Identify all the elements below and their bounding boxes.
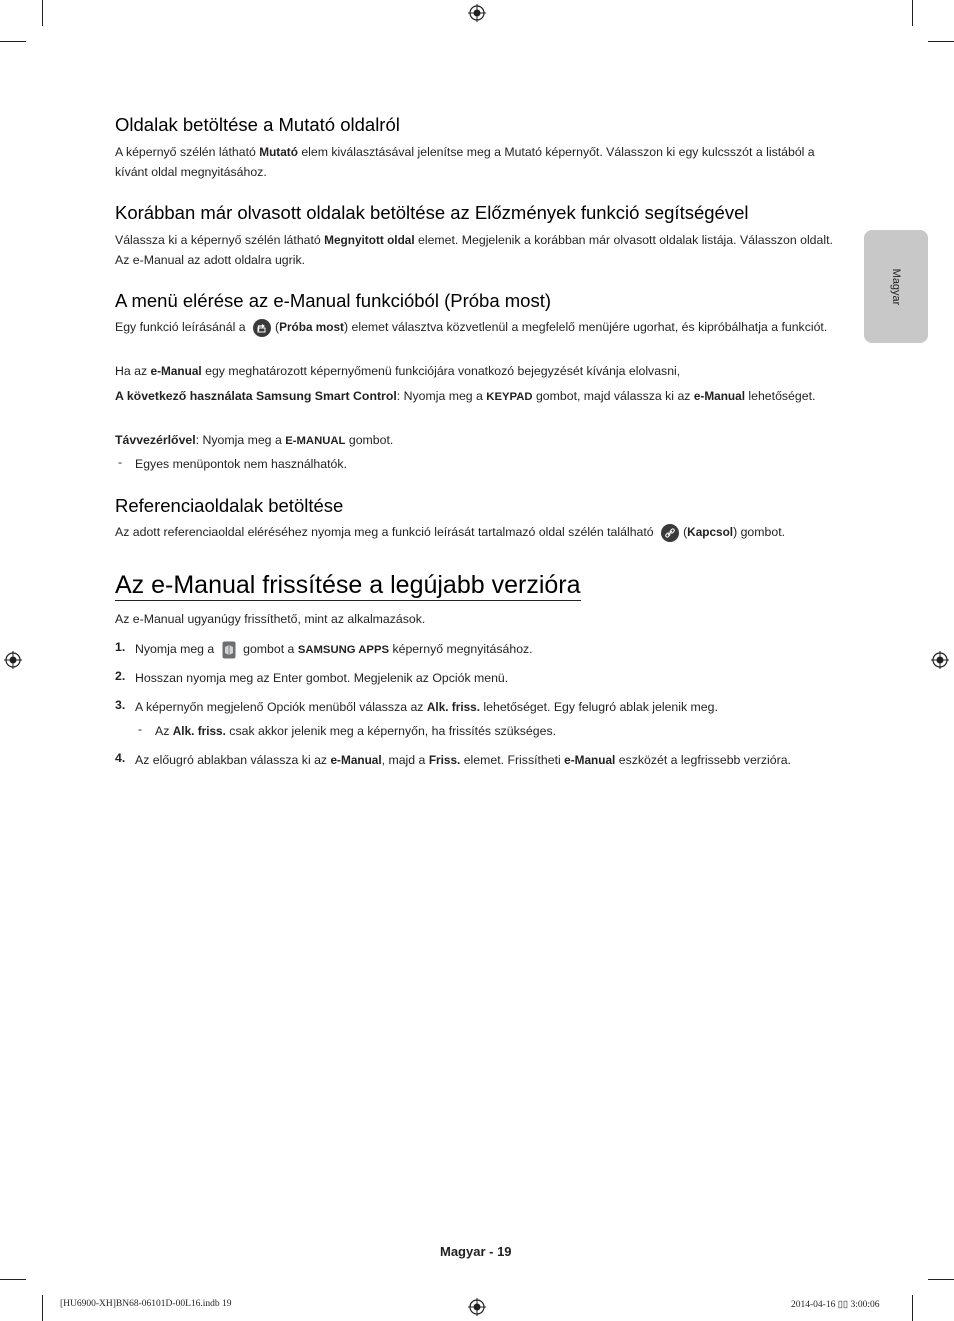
section-history-text: Válassza ki a képernyő szélén látható Megnyitott oldal elemet. Megjelenik a korábban már olvasott oldalak listája. Válasszon oldalt. Az e-Manual az adott oldalra ugrik. [115,233,833,267]
side-tab-label: Magyar [890,268,902,305]
registration-mark-icon [4,651,22,669]
step-number: 3. [115,698,126,712]
crop-mark-tl-v [42,0,43,26]
crop-mark-tr-v [912,0,913,26]
section-heading-try-now: A menü elérése az e-Manual funkcióból (Próba most) [115,290,551,311]
print-slug-date: 2014-04-16 ▯▯ 3:00:06 [791,1300,880,1310]
step-1-text: Nyomja meg a gombot a SAMSUNG APPS képernyő megnyitásához. [135,640,835,661]
try-now-icon [253,319,271,337]
language-side-tab [864,230,928,343]
section-pointer-text: A képernyő szélén látható Mutató elem kiválasztásával jelenítse meg a Mutató képernyőt. Válasszon ki egy kulcsszót a listából a kívánt oldal megnyitásához. [115,145,815,179]
section-heading-history: Korábban már olvasott oldalak betöltése az Előzmények funkció segítségével [115,202,749,223]
print-slug-file: [HU6900-XH]BN68-06101D-00L16.indb 19 [60,1299,232,1309]
crop-mark-br-h [928,1279,954,1280]
link-icon [661,524,679,542]
section-try-now-note: Egyes menüpontok nem használhatók. [135,457,347,471]
step-3-note: Az Alk. friss. csak akkor jelenik meg a képernyőn, ha frissítés szükséges. [155,724,557,738]
section-heading-pointer: Oldalak betöltése a Mutató oldalról [115,114,400,135]
step-4-text: Az előugró ablakban válassza ki az e-Manual, majd a Friss. elemet. Frissítheti e-Manual eszközét a legfrissebb verzióra. [135,753,791,767]
crop-mark-tl-h [0,41,26,42]
registration-mark-icon [468,4,486,22]
crop-mark-tr-h [928,41,954,42]
step-3-text: A képernyőn megjelenő Opciók menüből válassza az Alk. friss. lehetőséget. Egy felugró ablak jelenik meg. [135,700,718,714]
step-number: 1. [115,640,126,654]
crop-mark-bl-v [42,1295,43,1321]
main-intro: Az e-Manual ugyanúgy frissíthető, mint az alkalmazások. [115,612,426,626]
samsung-apps-icon [222,641,236,659]
registration-mark-icon [931,651,949,669]
note-dash: - [118,455,123,469]
section-heading-reference: Referenciaoldalak betöltése [115,495,344,516]
step-2-text: Hosszan nyomja meg az Enter gombot. Megjelenik az Opciók menü. [135,671,509,685]
step-number: 2. [115,669,126,683]
section-try-now-text-4: Távvezérlővel: Nyomja meg a E-MANUAL gombot. [115,433,394,447]
page-number: Magyar - 19 [440,1244,512,1259]
registration-mark-icon [468,1298,486,1316]
section-try-now-text: Egy funkció leírásánál a (Próba most) elemet választva közvetlenül a megfelelő menüjére ugorhat, és kipróbálhatja a funkciót. [115,318,835,338]
step-number: 4. [115,751,126,765]
page-title: Az e-Manual frissítése a legújabb verzióra [115,571,581,599]
section-try-now-text-3: A következő használata Samsung Smart Control: Nyomja meg a KEYPAD gombot, majd válassza ki az e-Manual lehetőséget. [115,389,816,403]
section-reference-text: Az adott referenciaoldal eléréséhez nyomja meg a funkció leírását tartalmazó oldal szélén található (Kapcsol) gombot. [115,523,835,543]
section-try-now-text-2: Ha az e-Manual egy meghatározott képernyőmenü funkciójára vonatkozó bejegyzését kívánja elolvasni, [115,364,681,378]
crop-mark-br-v [912,1295,913,1321]
note-dash: - [138,722,143,736]
crop-mark-bl-h [0,1279,26,1280]
